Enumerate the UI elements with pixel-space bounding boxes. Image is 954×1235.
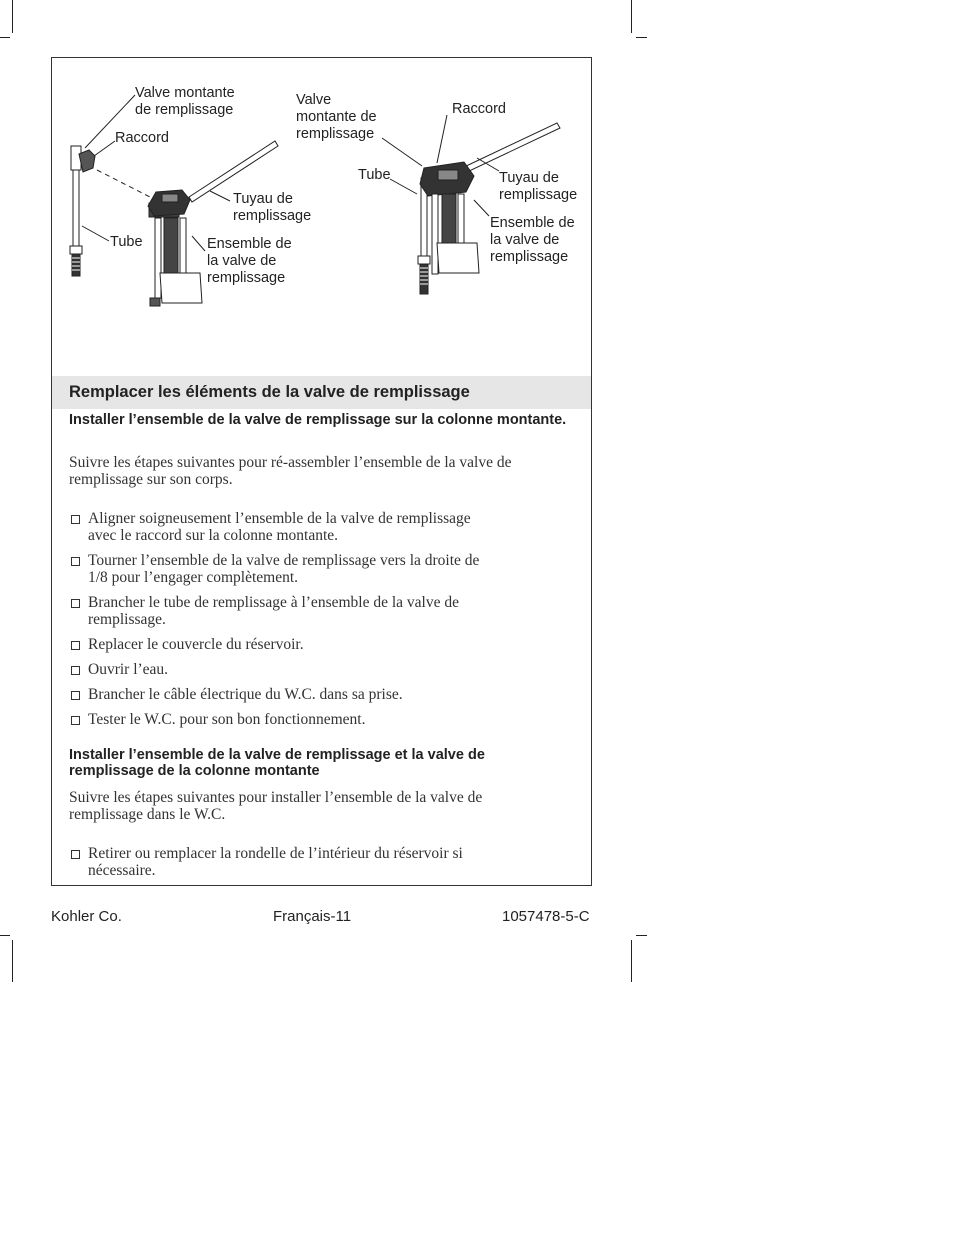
crop-mark	[636, 37, 647, 38]
footer-doc-number: 1057478-5-C	[502, 908, 590, 925]
crop-mark	[0, 37, 10, 38]
intro-paragraph-2: Suivre les étapes suivantes pour installer l’ensemble de la valve de remplissage dans le W.C.	[69, 789, 483, 823]
bullet-box	[71, 557, 80, 566]
label-tube: Tube	[110, 234, 143, 250]
crop-mark	[0, 935, 10, 936]
left-fill-valve-assembly	[148, 190, 202, 306]
bullet-box	[71, 641, 80, 650]
bullet-box	[71, 691, 80, 700]
crop-mark	[12, 940, 13, 982]
crop-mark	[636, 935, 647, 936]
subheading-install-on-riser: Installer l’ensemble de la valve de remplissage sur la colonne montante.	[69, 412, 567, 428]
crop-mark	[631, 0, 632, 33]
section-title: Remplacer les éléments de la valve de remplissage	[69, 383, 470, 401]
bullet-box	[71, 666, 80, 675]
label-refill-tube-right: Tuyau de remplissage	[499, 170, 578, 203]
footer-company: Kohler Co.	[51, 908, 122, 925]
list-item: Tester le W.C. pour son bon fonctionnement.	[69, 711, 569, 728]
label-coupling: Raccord	[115, 130, 169, 146]
label-riser-valve-right: Valve montante de remplissage	[296, 92, 377, 142]
label-coupling-right: Raccord	[452, 101, 506, 117]
list-item: Brancher le tube de remplissage à l’ensemble de la valve de remplissage.	[69, 594, 569, 628]
subheading-install-assembly-and-riser: Installer l’ensemble de la valve de remplissage et la valve de remplissage de la colonne montante	[69, 747, 485, 779]
left-riser-valve	[70, 146, 95, 276]
list-item: Retirer ou remplacer la rondelle de l’intérieur du réservoir si nécessaire.	[69, 845, 569, 879]
crop-mark	[631, 940, 632, 982]
label-assembly: Ensemble de la valve de remplissage	[207, 236, 292, 286]
footer-page-number: Français-11	[273, 908, 352, 925]
label-tube-right: Tube	[358, 167, 391, 183]
bullet-box	[71, 515, 80, 524]
bullet-box	[71, 850, 80, 859]
list-item: Ouvrir l’eau.	[69, 661, 569, 678]
list-item: Replacer le couvercle du réservoir.	[69, 636, 569, 653]
list-item: Tourner l’ensemble de la valve de remplissage vers la droite de 1/8 pour l’engager complètement.	[69, 552, 569, 586]
list-item: Brancher le câble électrique du W.C. dans sa prise.	[69, 686, 569, 703]
list-item: Aligner soigneusement l’ensemble de la valve de remplissage avec le raccord sur la colonne montante.	[69, 510, 569, 544]
section-header	[52, 376, 591, 409]
label-assembly-right: Ensemble de la valve de remplissage	[490, 215, 575, 265]
bullet-box	[71, 599, 80, 608]
content-frame	[51, 57, 592, 886]
label-riser-valve: Valve montante de remplissage	[135, 85, 235, 118]
intro-paragraph: Suivre les étapes suivantes pour ré-assembler l’ensemble de la valve de remplissage sur son corps.	[69, 454, 512, 488]
crop-mark	[12, 0, 13, 33]
bullet-box	[71, 716, 80, 725]
label-refill-tube: Tuyau de remplissage	[233, 191, 312, 224]
